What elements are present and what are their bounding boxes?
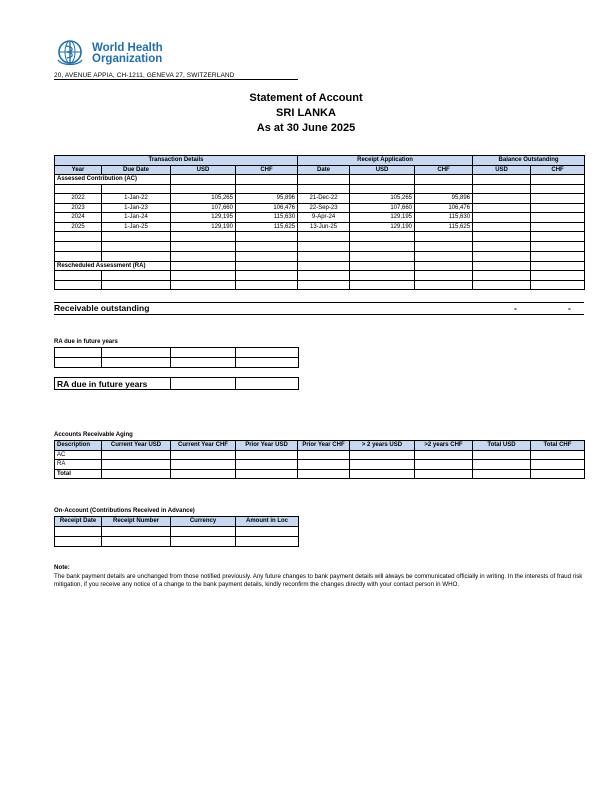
ra-future-table	[54, 347, 299, 368]
statement-title: Statement of Account	[249, 92, 363, 104]
aging-col-2y-usd: > 2 years USD	[350, 441, 415, 451]
receivable-label: Receivable outstanding	[54, 303, 150, 313]
aging-col-current-chf: Current Year CHF	[171, 441, 236, 451]
group-header-transactions: Transaction Details	[55, 156, 298, 166]
row-receipt-date: 22-Sep-23	[298, 203, 350, 213]
col-date: Date	[298, 165, 350, 175]
col-due-date: Due Date	[102, 165, 171, 175]
aging-col-description: Description	[55, 441, 102, 451]
country-name: SRI LANKA	[276, 107, 336, 119]
col-receipt-usd: USD	[350, 165, 415, 175]
row-receipt-chf: 115,630	[415, 213, 473, 223]
row-receipt-usd: 129,190	[350, 222, 415, 232]
row-due-date: 1-Jan-22	[102, 194, 171, 204]
row-chf: 115,625	[236, 222, 298, 232]
on-account-title: On-Account (Contributions Received in Advance)	[54, 508, 195, 514]
aging-table	[54, 440, 585, 479]
row-chf: 106,476	[236, 203, 298, 213]
table-row	[55, 213, 585, 223]
note-text: The bank payment details are unchanged from those notified previously. Any future changes to bank payment details will always be communicated officially in writing. In the interests of fraud risk mitigation, if you receive any notice of a change to the bank payment details, kindly reconfirm the changes directly with your contact person in WHO.	[54, 573, 583, 588]
col-receipt-chf: CHF	[415, 165, 473, 175]
row-receipt-date: 9-Apr-24	[298, 213, 350, 223]
receivable-usd: -	[514, 303, 517, 313]
aging-col-total-usd: Total USD	[473, 441, 531, 451]
row-usd: 129,195	[171, 213, 236, 223]
row-receipt-chf: 115,625	[415, 222, 473, 232]
table-row	[55, 203, 585, 213]
row-receipt-date: 13-Jun-25	[298, 222, 350, 232]
ra-future-small-label: RA due in future years	[54, 339, 118, 345]
aging-title: Accounts Receivable Aging	[54, 432, 133, 438]
receivable-chf: -	[568, 303, 571, 313]
row-usd: 107,660	[171, 203, 236, 213]
ra-future-big-label: RA due in future years	[55, 378, 171, 390]
row-receipt-usd: 105,265	[350, 194, 415, 204]
row-year: 2023	[55, 203, 102, 213]
row-usd: 129,190	[171, 222, 236, 232]
row-chf: 115,630	[236, 213, 298, 223]
org-name-line2: Organization	[92, 53, 163, 65]
row-receipt-usd: 107,660	[350, 203, 415, 213]
row-chf: 95,896	[236, 194, 298, 204]
org-address: 20, AVENUE APPIA, CH-1211, GENEVA 27, SWITZERLAND	[54, 72, 235, 79]
on-account-table	[54, 516, 299, 547]
row-due-date: 1-Jan-25	[102, 222, 171, 232]
note-heading: Note:	[54, 564, 70, 571]
group-header-balance: Balance Outstanding	[473, 156, 585, 166]
row-receipt-chf: 95,896	[415, 194, 473, 204]
on-account-col-currency: Currency	[171, 517, 236, 527]
group-header-receipts: Receipt Application	[298, 156, 473, 166]
aging-row-label: RA	[55, 460, 102, 470]
row-year: 2022	[55, 194, 102, 204]
table-row	[55, 222, 585, 232]
address-divider	[54, 79, 298, 80]
section-ra-label: Rescheduled Assessment (RA)	[55, 261, 171, 271]
aging-col-total-chf: Total CHF	[531, 441, 585, 451]
on-account-col-amount: Amount in Loc	[236, 517, 299, 527]
statement-date: As at 30 June 2025	[256, 122, 356, 134]
section-ac-label: Assessed Contribution (AC)	[55, 175, 171, 185]
col-balance-usd: USD	[473, 165, 531, 175]
row-due-date: 1-Jan-23	[102, 203, 171, 213]
on-account-col-receipt-number: Receipt Number	[102, 517, 171, 527]
row-year: 2024	[55, 213, 102, 223]
row-due-date: 1-Jan-24	[102, 213, 171, 223]
aging-col-prior-chf: Prior Year CHF	[298, 441, 350, 451]
aging-col-current-usd: Current Year USD	[102, 441, 171, 451]
table-row	[55, 194, 585, 204]
row-receipt-usd: 129,195	[350, 213, 415, 223]
row-usd: 105,265	[171, 194, 236, 204]
table-row	[55, 469, 585, 479]
col-chf: CHF	[236, 165, 298, 175]
aging-col-2y-chf: >2 years CHF	[415, 441, 473, 451]
org-name-line1: World Health	[92, 42, 163, 54]
col-year: Year	[55, 165, 102, 175]
aging-row-label: AC	[55, 450, 102, 460]
row-receipt-date: 21-Dec-22	[298, 194, 350, 204]
table-row	[55, 460, 585, 470]
statement-table	[54, 155, 585, 290]
row-receipt-chf: 106,476	[415, 203, 473, 213]
ra-future-total-table	[54, 377, 299, 390]
aging-col-prior-usd: Prior Year USD	[236, 441, 298, 451]
aging-row-label: Total	[55, 469, 102, 479]
table-row	[55, 450, 585, 460]
org-name	[92, 43, 163, 65]
col-usd: USD	[171, 165, 236, 175]
col-balance-chf: CHF	[531, 165, 585, 175]
row-year: 2025	[55, 222, 102, 232]
on-account-col-receipt-date: Receipt Date	[55, 517, 102, 527]
receivable-outstanding-row	[54, 302, 584, 315]
